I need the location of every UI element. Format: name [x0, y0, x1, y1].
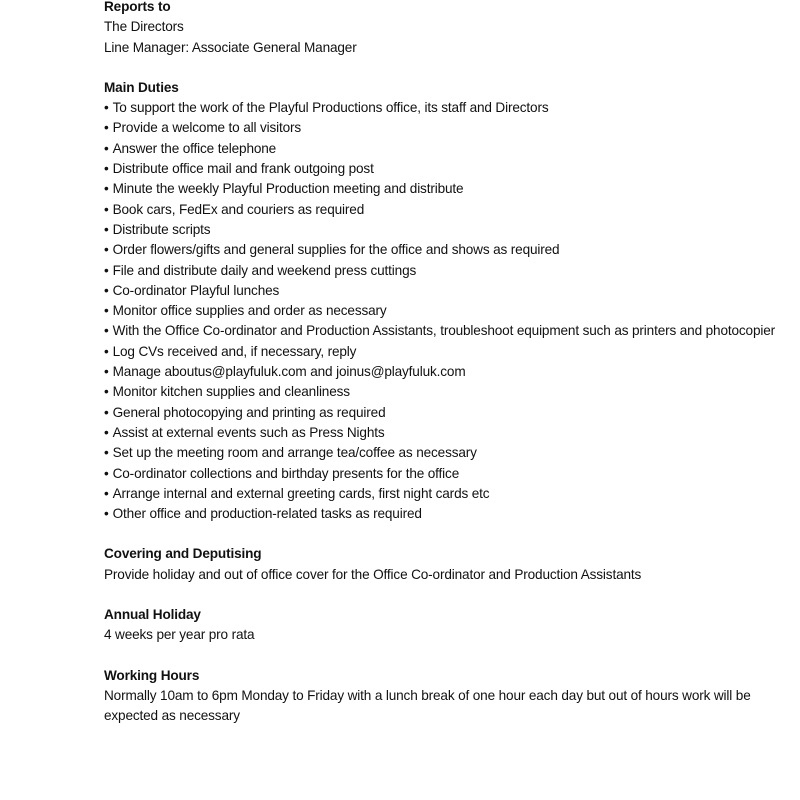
duty-text: Monitor office supplies and order as necessary [112, 303, 387, 319]
duty-text: Co-ordinator collections and birthday presents for the office [112, 465, 460, 481]
duty-item [104, 443, 784, 463]
duty-text: Co-ordinator Playful lunches [112, 282, 280, 298]
bullet-icon: • [104, 242, 109, 258]
duty-item [104, 240, 784, 260]
duty-text: General photocopying and printing as required [112, 404, 386, 420]
duty-item [104, 484, 784, 504]
duty-text: Distribute scripts [112, 221, 211, 237]
bullet-icon: • [104, 465, 109, 481]
duty-text: Manage aboutus@playfuluk.com and joinus@playfuluk.com [112, 364, 466, 380]
duty-text: Monitor kitchen supplies and cleanliness [112, 384, 350, 400]
duty-item [104, 98, 784, 118]
duty-item [104, 504, 784, 524]
duty-text: Book cars, FedEx and couriers as required [112, 201, 365, 217]
bullet-icon: • [104, 140, 109, 156]
bullet-icon: • [104, 161, 109, 177]
bullet-icon: • [104, 424, 109, 440]
section-spacer [104, 646, 784, 666]
bullet-icon: • [104, 506, 109, 522]
holiday-text: 4 weeks per year pro rata [104, 627, 255, 643]
section-spacer [104, 585, 784, 605]
bullet-icon: • [104, 221, 109, 237]
holiday-heading: Annual Holiday [104, 607, 201, 623]
duty-item [104, 281, 784, 301]
duty-text: Arrange internal and external greeting cards, first night cards etc [112, 485, 490, 501]
duty-item [104, 382, 784, 402]
duty-text: Log CVs received and, if necessary, reply [112, 343, 357, 359]
duty-item [104, 200, 784, 220]
duty-item [104, 423, 784, 443]
document-page [104, 0, 784, 727]
duty-item [104, 261, 784, 281]
duty-text: Minute the weekly Playful Production meeting and distribute [112, 181, 464, 197]
bullet-icon: • [104, 282, 109, 298]
bullet-icon: • [104, 343, 109, 359]
duty-text: To support the work of the Playful Productions office, its staff and Directors [112, 100, 549, 116]
bullet-icon: • [104, 364, 109, 380]
duty-text: Set up the meeting room and arrange tea/coffee as necessary [112, 445, 477, 461]
duty-item [104, 321, 784, 341]
duty-item [104, 139, 784, 159]
reports-to-directors: The Directors [104, 19, 184, 35]
duty-item [104, 179, 784, 199]
bullet-icon: • [104, 404, 109, 420]
duty-text: Other office and production-related tasks as required [112, 506, 422, 522]
duty-text: File and distribute daily and weekend press cuttings [112, 262, 417, 278]
section-spacer [104, 58, 784, 78]
bullet-icon: • [104, 262, 109, 278]
duty-text: Order flowers/gifts and general supplies for the office and shows as required [112, 242, 560, 258]
covering-text: Provide holiday and out of office cover for the Office Co-ordinator and Production Assistants [104, 566, 642, 582]
duty-item [104, 403, 784, 423]
reports-to-line-manager: Line Manager: Associate General Manager [104, 39, 357, 55]
working-hours-heading: Working Hours [104, 667, 200, 683]
bullet-icon: • [104, 445, 109, 461]
bullet-icon: • [104, 181, 109, 197]
bullet-icon: • [104, 323, 109, 339]
working-hours-text: Normally 10am to 6pm Monday to Friday with a lunch break of one hour each day but out of hours work will be expected as necessary [104, 687, 751, 724]
reports-to-heading: Reports to [104, 0, 171, 14]
duty-item [104, 118, 784, 138]
bullet-icon: • [104, 120, 109, 136]
duty-text: Distribute office mail and frank outgoing post [112, 161, 374, 177]
covering-heading: Covering and Deputising [104, 546, 262, 562]
duty-item [104, 301, 784, 321]
bullet-icon: • [104, 100, 109, 116]
duty-text: Answer the office telephone [112, 140, 277, 156]
bullet-icon: • [104, 384, 109, 400]
duty-item [104, 362, 784, 382]
main-duties-heading: Main Duties [104, 79, 179, 95]
bullet-icon: • [104, 303, 109, 319]
duty-item [104, 220, 784, 240]
main-duties-list [104, 98, 784, 524]
duty-item [104, 464, 784, 484]
duty-item [104, 342, 784, 362]
duty-text: Assist at external events such as Press Nights [112, 424, 385, 440]
duty-text: Provide a welcome to all visitors [112, 120, 302, 136]
section-spacer [104, 524, 784, 544]
duty-text: With the Office Co-ordinator and Production Assistants, troubleshoot equipment such as printers and photocopier [112, 323, 776, 339]
bullet-icon: • [104, 485, 109, 501]
bullet-icon: • [104, 201, 109, 217]
duty-item [104, 159, 784, 179]
